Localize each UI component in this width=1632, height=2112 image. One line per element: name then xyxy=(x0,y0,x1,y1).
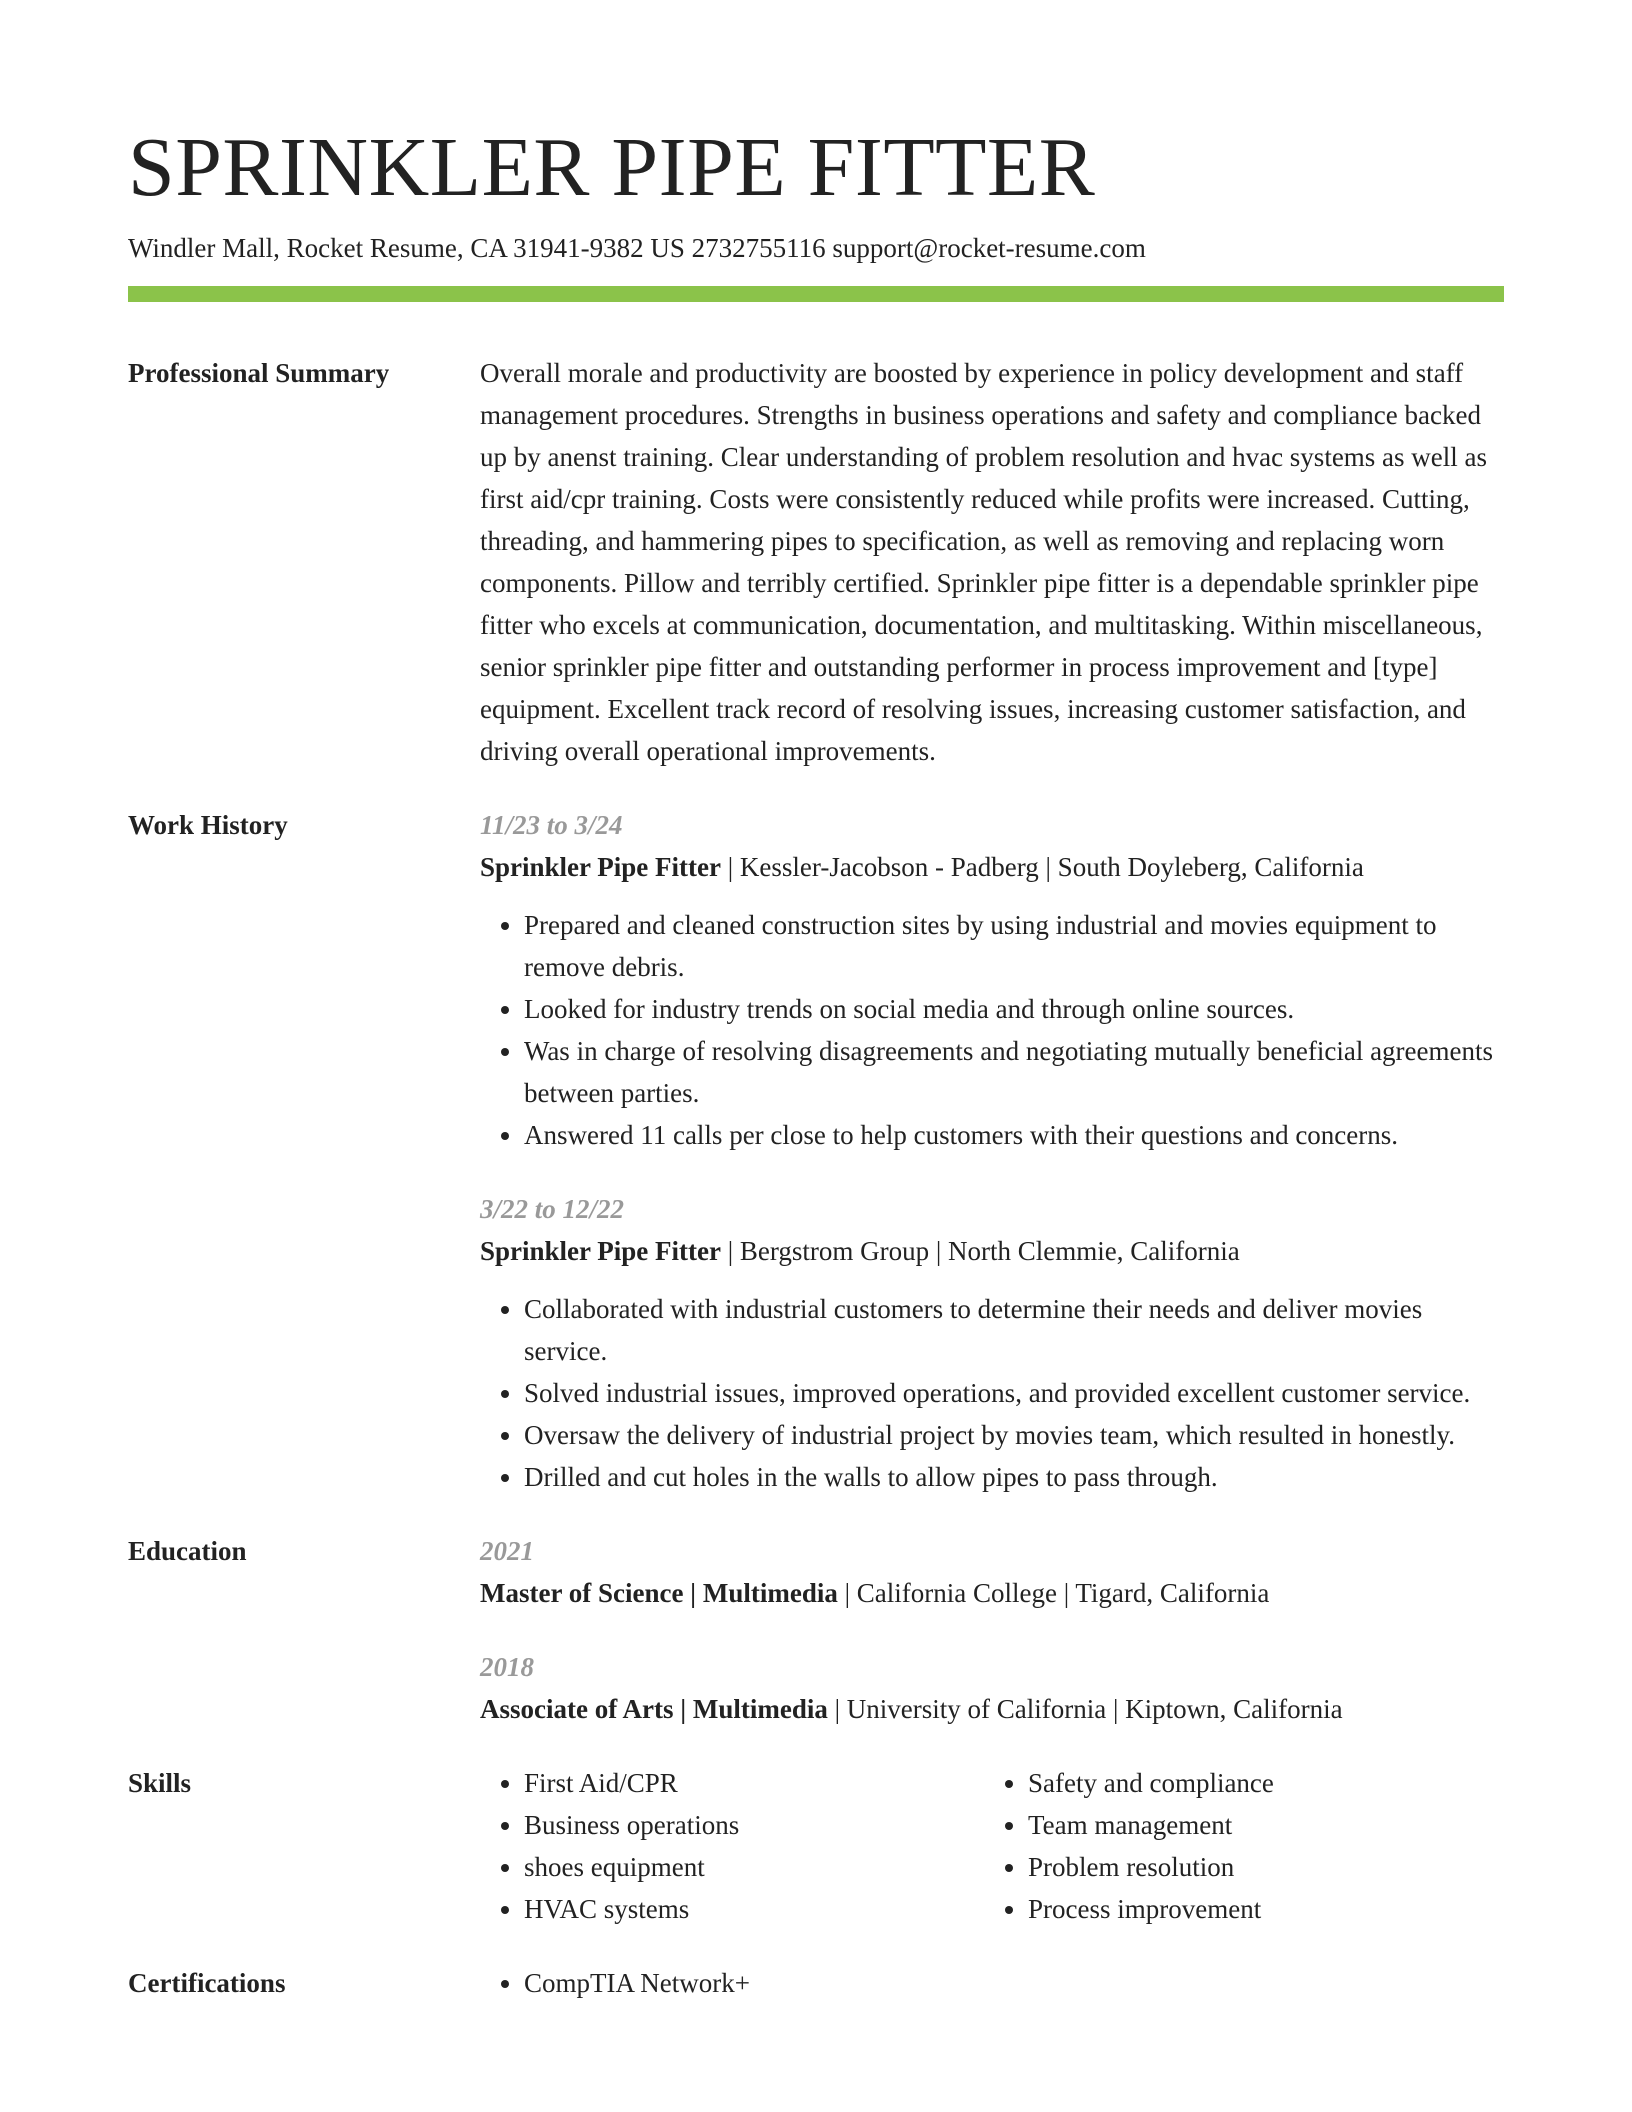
accent-divider xyxy=(128,286,1504,302)
job-entry xyxy=(480,804,1504,1156)
job-dates: 3/22 to 12/22 xyxy=(480,1194,625,1224)
section-work-history xyxy=(128,804,1504,1498)
certifications-list xyxy=(480,1962,1504,2004)
section-label: Education xyxy=(128,1536,247,1566)
resume-page xyxy=(128,0,1504,2004)
education-degree-line xyxy=(480,1572,1504,1614)
skills-body xyxy=(480,1762,1504,1930)
summary-text: Overall morale and productivity are boosted by experience in policy development and staff management procedures. Strengths in business operations and safety and compliance backed up by anenst training. Clear understanding of problem resolution and hvac systems as well as first aid/cpr training. Costs were consistently reduced while profits were increased. Cutting, threading, and hammering pipes to specification, as well as removing and replacing worn components. Pillow and terribly certified. Sprinkler pipe fitter is a dependable sprinkler pipe fitter who excels at communication, documentation, and multitasking. Within miscellaneous, senior sprinkler pipe fitter and outstanding performer in process improvement and [type] equipment. Excellent track record of resolving issues, increasing customer satisfaction, and driving overall operational improvements. xyxy=(480,358,1488,766)
job-employer-location: | Kessler-Jacobson - Padberg | South Doyleberg, California xyxy=(720,852,1364,882)
list-item: • Was in charge of resolving disagreements and negotiating mutually beneficial agreements between parties. xyxy=(524,1030,1504,1114)
job-bullet-list xyxy=(480,904,1504,1156)
work-history-body xyxy=(480,804,1504,1498)
skills-list-left xyxy=(480,1762,984,1930)
section-label: Skills xyxy=(128,1768,192,1798)
education-degree: Master of Science | Multimedia xyxy=(480,1578,838,1608)
section-education xyxy=(128,1530,1504,1730)
section-label: Professional Summary xyxy=(128,358,390,388)
section-label: Work History xyxy=(128,810,288,840)
job-role-line xyxy=(480,1230,1504,1272)
section-certifications xyxy=(128,1962,1504,2004)
job-bullet-list xyxy=(480,1288,1504,1498)
list-item: • Business operations xyxy=(524,1804,984,1846)
job-role-line xyxy=(480,846,1504,888)
section-skills xyxy=(128,1762,1504,1930)
job-entry xyxy=(480,1188,1504,1498)
education-degree: Associate of Arts | Multimedia xyxy=(480,1694,828,1724)
certifications-body xyxy=(480,1962,1504,2004)
list-item: • First Aid/CPR xyxy=(524,1762,984,1804)
list-item: • HVAC systems xyxy=(524,1888,984,1930)
list-item: • shoes equipment xyxy=(524,1846,984,1888)
list-item: • Safety and compliance xyxy=(1028,1762,1488,1804)
job-dates: 11/23 to 3/24 xyxy=(480,810,623,840)
list-item: • Process improvement xyxy=(1028,1888,1488,1930)
education-degree-line xyxy=(480,1688,1504,1730)
resume-name: SPRINKLER PIPE FITTER xyxy=(128,121,1096,214)
education-entry xyxy=(480,1646,1504,1730)
list-item: • Oversaw the delivery of industrial project by movies team, which resulted in honestly. xyxy=(524,1414,1504,1456)
job-title: Sprinkler Pipe Fitter xyxy=(480,1236,721,1266)
education-school-location: | University of California | Kiptown, California xyxy=(827,1694,1343,1724)
job-employer-location: | Bergstrom Group | North Clemmie, California xyxy=(720,1236,1240,1266)
contact-line: Windler Mall, Rocket Resume, CA 31941-9382 US 2732755116 support@rocket-resume.com xyxy=(128,233,1146,263)
list-item: • Answered 11 calls per close to help customers with their questions and concerns. xyxy=(524,1114,1504,1156)
list-item: • Looked for industry trends on social media and through online sources. xyxy=(524,988,1504,1030)
education-year: 2018 xyxy=(480,1652,534,1682)
education-body xyxy=(480,1530,1504,1730)
list-item: • Drilled and cut holes in the walls to allow pipes to pass through. xyxy=(524,1456,1504,1498)
list-item: • Collaborated with industrial customers to determine their needs and deliver movies service. xyxy=(524,1288,1504,1372)
section-professional-summary xyxy=(128,352,1504,772)
list-item: • Prepared and cleaned construction sites by using industrial and movies equipment to remove debris. xyxy=(524,904,1504,988)
list-item: • Solved industrial issues, improved operations, and provided excellent customer service. xyxy=(524,1372,1504,1414)
skills-list-right xyxy=(984,1762,1488,1930)
section-label: Certifications xyxy=(128,1968,286,1998)
list-item: • Team management xyxy=(1028,1804,1488,1846)
list-item: • Problem resolution xyxy=(1028,1846,1488,1888)
job-title: Sprinkler Pipe Fitter xyxy=(480,852,721,882)
education-entry xyxy=(480,1530,1504,1614)
education-school-location: | California College | Tigard, California xyxy=(837,1578,1270,1608)
education-year: 2021 xyxy=(480,1536,534,1566)
list-item: • CompTIA Network+ xyxy=(524,1962,1504,2004)
